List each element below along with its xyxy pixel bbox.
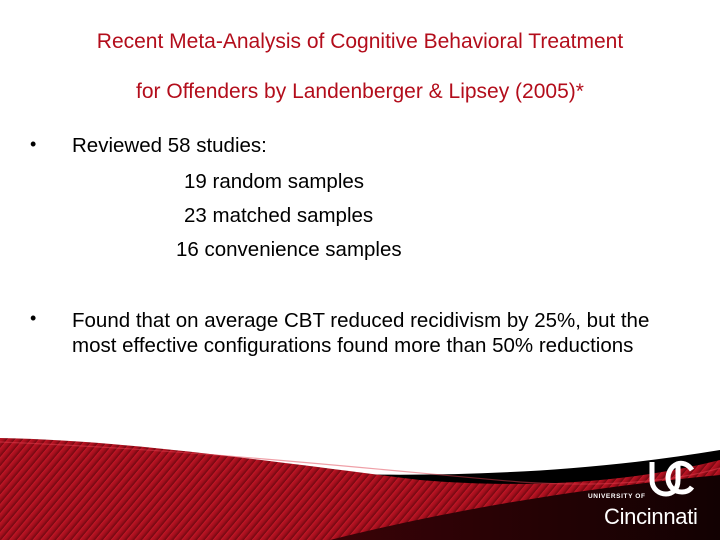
- bullet-dot-icon: •: [30, 308, 37, 328]
- university-logo: [588, 458, 704, 530]
- slide-title-line-1: Recent Meta-Analysis of Cognitive Behavioral Treatment: [96, 30, 624, 53]
- bullet-text-found: Found that on average CBT reduced recidivism by 25%, but the most effective configurations found more than 50% reductions: [72, 309, 650, 357]
- logo-cincinnati-wordmark: Cincinnati: [604, 504, 698, 529]
- sub-item-convenience-samples: 16 convenience samples: [176, 238, 402, 261]
- sub-item-matched-samples: 23 matched samples: [184, 204, 374, 227]
- bullet-dot-icon: •: [30, 134, 37, 154]
- bullet-text-reviewed: Reviewed 58 studies:: [72, 134, 267, 157]
- logo-university-label: UNIVERSITY OF: [588, 493, 646, 500]
- slide-title-line-2: for Offenders by Landenberger & Lipsey (2005)*: [136, 80, 584, 103]
- sub-item-random-samples: 19 random samples: [184, 170, 365, 193]
- uc-monogram-icon: [646, 458, 696, 498]
